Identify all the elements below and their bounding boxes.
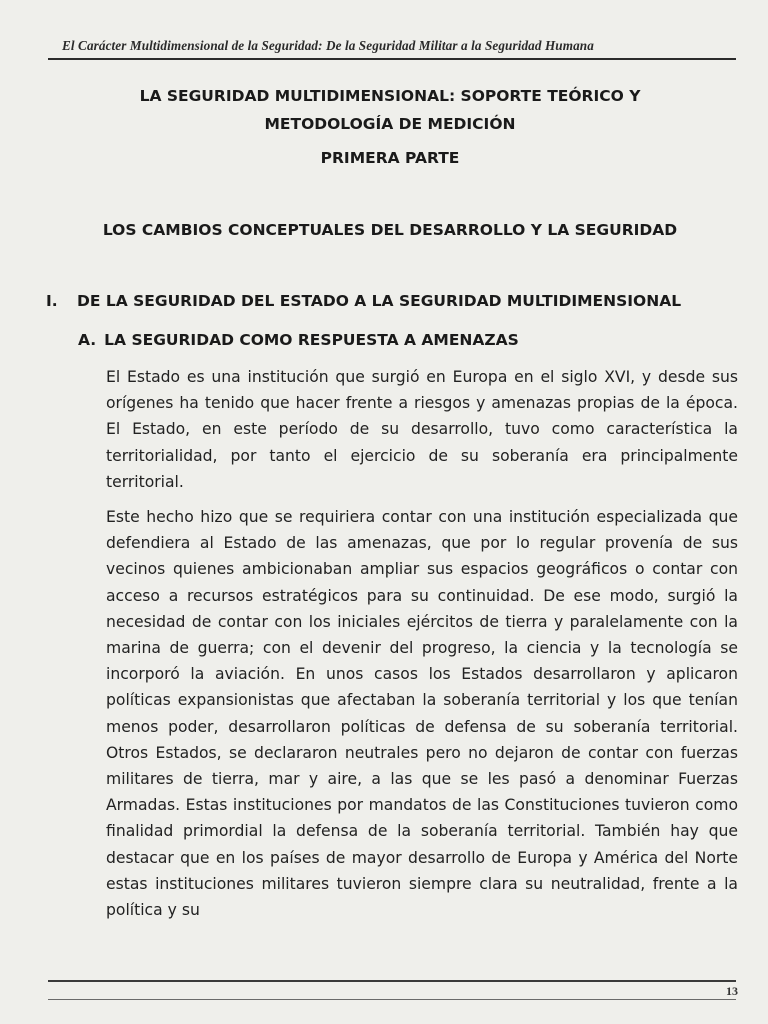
- title-line-1: LA SEGURIDAD MULTIDIMENSIONAL: SOPORTE TEÓRICO Y: [139, 87, 641, 105]
- page-number: 13: [726, 984, 738, 998]
- body-paragraph: Este hecho hizo que se requiriera contar con una institución especializada que defendiera al Estado de las amenazas, que por lo regular provenía de sus vecinos quienes ambicionaban ampliar sus espacios geográficos o contar con acceso a recursos estratégicos para su continuidad. De ese modo, surgió la necesidad de contar con los iniciales ejércitos de tierra y paralelamente con la marina de guerra; con el devenir del progreso, la ciencia y la tecnología se incorporó la aviación. En unos casos los Estados desarrollaron y aplicaron políticas expansionistas que afectaban la soberanía territorial y los que tenían menos poder, desarrollaron políticas de defensa de su soberanía territorial. Otros Estados, se declararon neutrales pero no dejaron de contar con fuerzas militares de tierra, mar y aire, a las que se les pasó a denominar Fuerzas Armadas. Estas instituciones por mandatos de las Constituciones tuvieron como finalidad primordial la defensa de la soberanía territorial. También hay que destacar que en los países de mayor desarrollo de Europa y América del Norte estas instituciones militares tuvieron siempre clara su neutralidad, frente a la política y su: [106, 508, 738, 920]
- footer-rule: [48, 980, 736, 982]
- document-title: [80, 82, 700, 138]
- title-line-2: METODOLOGÍA DE MEDICIÓN: [264, 115, 516, 133]
- running-header: El Carácter Multidimensional de la Seguridad: De la Seguridad Militar a la Seguridad Humana: [62, 38, 594, 53]
- footer-rule-thin: [48, 999, 736, 1000]
- subsection-letter: A.: [78, 331, 97, 349]
- body-paragraph: El Estado es una institución que surgió en Europa en el siglo XVI, y desde sus orígenes ha tenido que hacer frente a riesgos y amenazas propias de la época. El Estado, en este período de su desarrollo, tuvo como característica la territorialidad, por tanto el ejercicio de su soberanía era principalmente territorial.: [106, 368, 738, 491]
- header-rule: [48, 58, 736, 60]
- chapter-title: LOS CAMBIOS CONCEPTUALES DEL DESARROLLO Y LA SEGURIDAD: [102, 221, 678, 239]
- subsection-heading: [78, 326, 728, 354]
- subsection-heading-text: LA SEGURIDAD COMO RESPUESTA A AMENAZAS: [104, 331, 519, 349]
- section-number: I.: [46, 292, 58, 310]
- section-heading-text: DE LA SEGURIDAD DEL ESTADO A LA SEGURIDAD MULTIDIMENSIONAL: [77, 292, 682, 310]
- section-heading: [46, 287, 746, 315]
- part-title: PRIMERA PARTE: [320, 149, 460, 167]
